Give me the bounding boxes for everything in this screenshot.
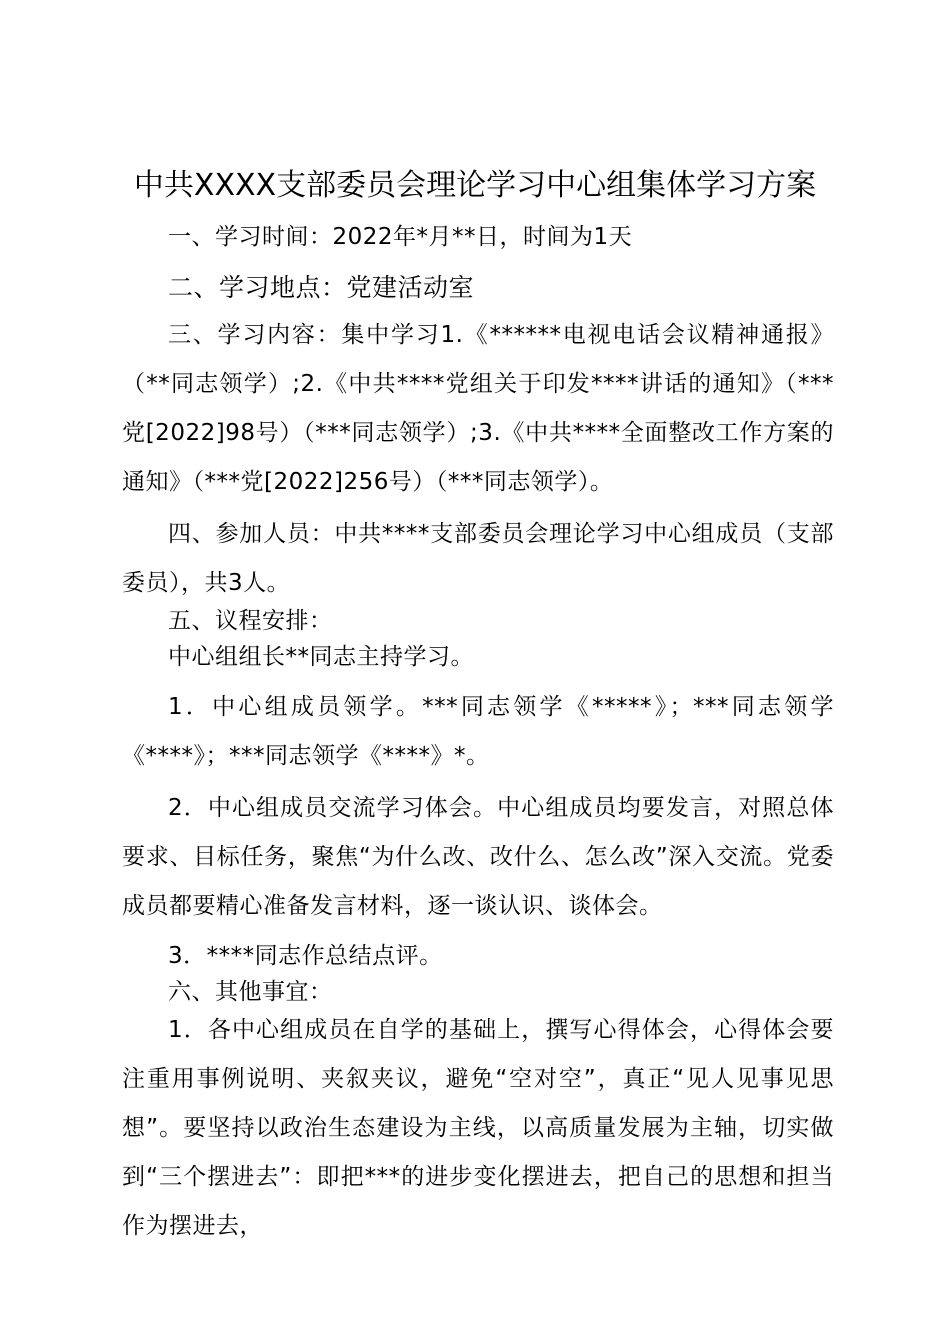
paragraph-study-time: 一、学习时间：2022年*月**日，时间为1天 — [168, 224, 633, 250]
paragraph-participants: 四、参加人员：中共****支部委员会理论学习中心组成员（支部委员），共3人。 — [122, 521, 834, 596]
paragraph-other-matters-heading: 六、其他事宜： — [168, 979, 333, 1005]
paragraph-host: 中心组组长**同志主持学习。 — [168, 644, 474, 670]
paragraph-study-content: 三、学习内容：集中学习1.《******电视电话会议精神通报》（**同志领学）;2.《中共****党组关于印发****讲话的通知》（***党[2022]98号）（***同志领学）;3.《中共****全面整改工作方案的通知》（***党[2022]256号）（***同志领学）。 — [122, 322, 834, 495]
document-title: 中共XXXX支部委员会理论学习中心组集体学习方案 — [133, 168, 817, 203]
paragraph-agenda-item-2: 2．中心组成员交流学习体会。中心组成员均要发言，对照总体要求、目标任务，聚焦“为什么改、改什么、怎么改”深入交流。党委成员都要精心准备发言材料，逐一谈认识、谈体会。 — [122, 795, 834, 919]
paragraph-agenda-heading: 五、议程安排： — [168, 608, 333, 634]
paragraph-study-location: 二、学习地点：党建活动室 — [168, 273, 475, 302]
paragraph-agenda-item-1: 1．中心组成员领学。***同志领学《*****》；***同志领学《****》；***同志领学《****》*。 — [122, 694, 834, 769]
paragraph-agenda-item-3: 3．****同志作总结点评。 — [168, 943, 443, 969]
paragraph-other-matters-item-1: 1．各中心组成员在自学的基础上，撰写心得体会，心得体会要注重用事例说明、夹叙夹议，避免“空对空”，真正“见人见事见思想”。要坚持以政治生态建设为主线，以高质量发展为主轴，切实做到“三个摆进去”：即把***的进步变化摆进去，把自己的思想和担当作为摆进去， — [122, 1017, 834, 1239]
